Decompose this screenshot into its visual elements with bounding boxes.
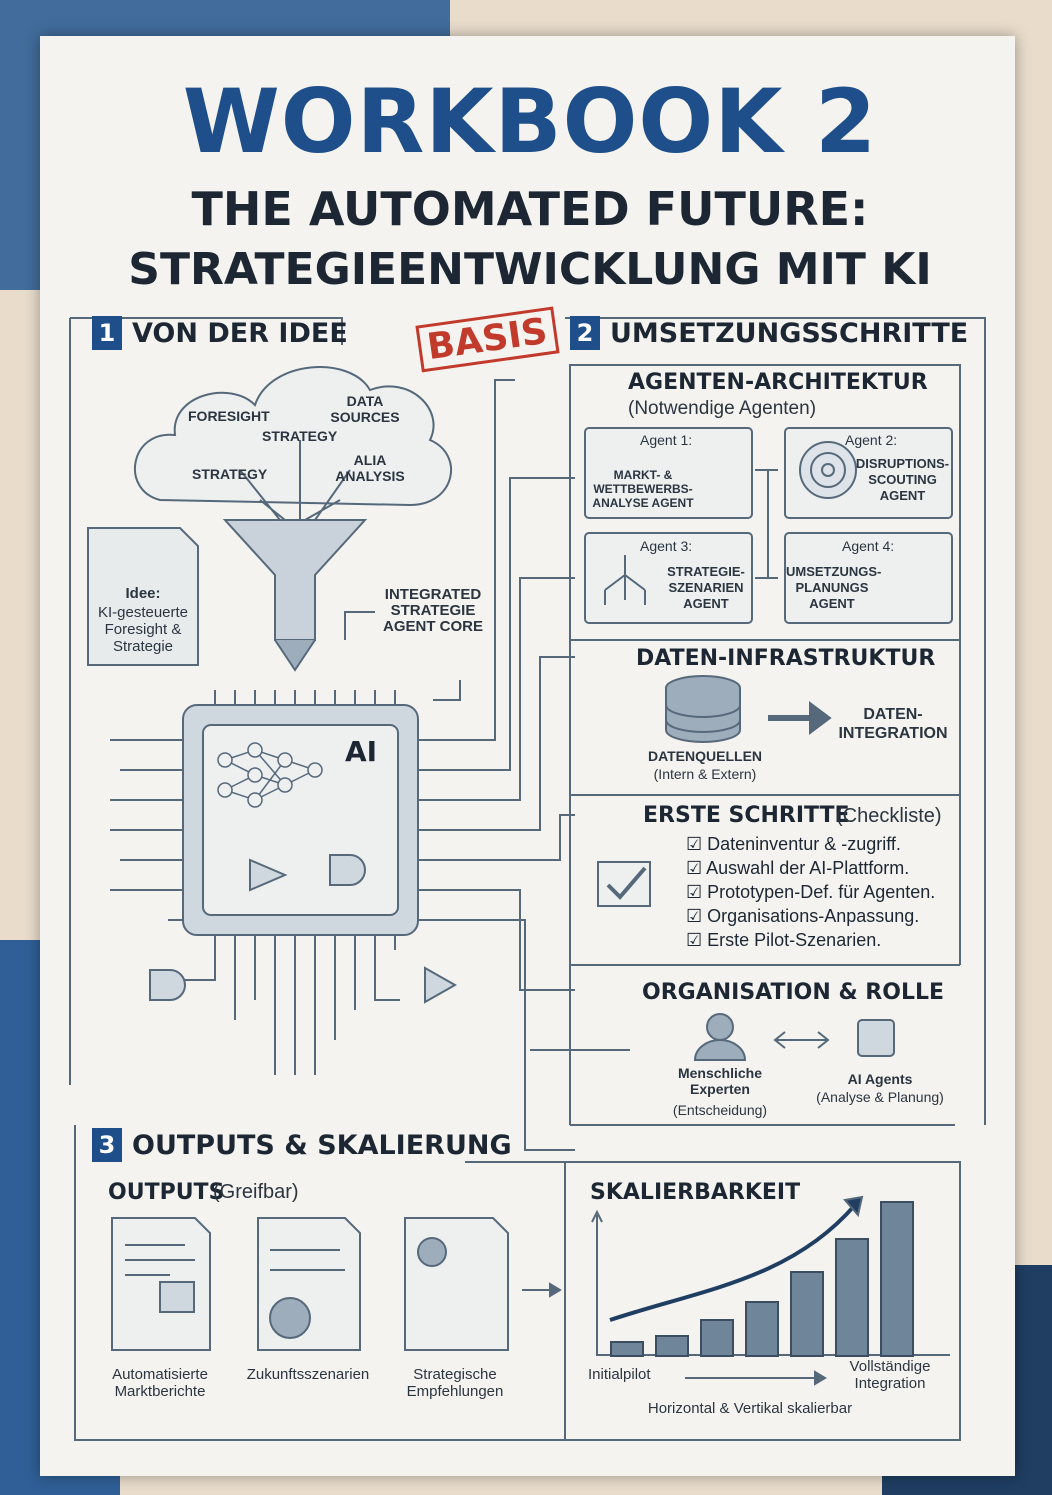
scale-caption: Horizontal & Vertikal skalierbar	[647, 1400, 853, 1417]
step-item-5: ☑ Erste Pilot-Szenarien.	[686, 930, 882, 950]
section-2-header	[570, 316, 968, 350]
idea-label: Idee:	[125, 585, 161, 602]
scale-bar	[745, 1301, 779, 1357]
agent-1-name: MARKT- & WETTBEWERBS-ANALYSE AGENT	[592, 468, 694, 510]
section-3-number: 3	[92, 1128, 122, 1162]
scale-start-label: Initialpilot	[588, 1366, 651, 1383]
step-item-1-text: Dateninventur & -zugriff.	[707, 834, 901, 854]
agent-3-name: STRATEGIE-SZENARIEN AGENT	[667, 564, 745, 611]
bidirectional-arrow	[775, 1032, 828, 1048]
step-item-2: ☑ Auswahl der AI-Plattform.	[686, 858, 910, 878]
ai-agents-label: AI Agents	[847, 1071, 913, 1087]
step-item-1: ☑ Dateninventur & -zugriff.	[686, 834, 901, 854]
section-1-number: 1	[92, 316, 122, 350]
agents-subtitle: (Notwendige Agenten)	[628, 398, 817, 419]
scale-title: SKALIERBARKEIT	[590, 1180, 801, 1205]
cloud-label-strategy: STRATEGY	[262, 428, 338, 444]
data-sources-label: DATENQUELLEN	[647, 748, 763, 764]
step-item-5-text: Erste Pilot-Szenarien.	[707, 930, 882, 950]
idea-text: KI-gesteuerte Foresight & Strategie	[97, 604, 189, 655]
ai-agents-sub: (Analyse & Planung)	[816, 1089, 944, 1105]
output-2-label: Zukunftsszenarien	[246, 1366, 370, 1383]
radar-icon	[800, 442, 856, 498]
section-2-title: UMSETZUNGSSCHRITTE	[610, 317, 969, 349]
chip-ai-label: AI	[345, 735, 378, 768]
step-item-3: ☑ Prototypen-Def. für Agenten.	[686, 882, 936, 902]
output-1-label: Automatisierte Marktberichte	[112, 1366, 208, 1400]
step-item-3-text: Prototypen-Def. für Agenten.	[707, 882, 936, 902]
humans-label: Menschliche Experten	[677, 1065, 763, 1097]
scale-bar	[790, 1271, 824, 1357]
humans-sub: (Entscheidung)	[672, 1102, 768, 1118]
section-1-header	[92, 316, 348, 350]
scale-bar	[655, 1335, 689, 1357]
data-integration-label: DATEN-INTEGRATION	[838, 706, 948, 742]
steps-subtitle: (Checkliste)	[836, 805, 942, 827]
outputs-title: OUTPUTS	[108, 1180, 225, 1205]
basis-stamp: BASIS	[415, 307, 559, 373]
agent-4-name: UMSETZUNGS-PLANUNGS AGENT	[786, 564, 882, 611]
section-2-number: 2	[570, 316, 600, 350]
outputs-subtitle: (Greifbar)	[213, 1181, 299, 1203]
recommendation-document-icon	[405, 1218, 508, 1350]
cloud-label-analysis: ALIA ANALYSIS	[335, 452, 405, 484]
title-line-1: WORKBOOK 2	[182, 70, 878, 173]
output-3-label: Strategische Empfehlungen	[406, 1366, 504, 1400]
cloud-label-data-sources: DATA SOURCES	[330, 393, 400, 425]
scale-bar	[610, 1341, 644, 1357]
data-sources-sub: (Intern & Extern)	[653, 766, 757, 782]
step-item-2-text: Auswahl der AI-Plattform.	[706, 858, 910, 878]
agent-4-tag: Agent 4:	[842, 538, 895, 554]
scale-bar	[700, 1319, 734, 1357]
steps-title: ERSTE SCHRITTE	[643, 803, 850, 828]
agent-3-tag: Agent 3:	[640, 538, 693, 554]
cloud-label-strategy-2: STRATEGY	[192, 466, 268, 482]
ai-agent-chip-icon	[858, 1020, 894, 1056]
section-3-header	[92, 1128, 512, 1162]
org-title: ORGANISATION & ROLLE	[642, 980, 945, 1005]
person-icon	[707, 1014, 733, 1040]
agent-1-tag: Agent 1:	[640, 432, 693, 448]
scale-end-label: Vollständige Integration	[849, 1358, 931, 1392]
core-label: INTEGRATED STRATEGIE AGENT CORE	[382, 586, 483, 635]
agent-2-tag: Agent 2:	[845, 432, 898, 448]
scale-bar	[835, 1238, 869, 1357]
agent-2-name: DISRUPTIONS-SCOUTING AGENT	[855, 456, 950, 503]
step-item-4: ☑ Organisations-Anpassung.	[686, 906, 920, 926]
cloud-label-foresight: FORESIGHT	[188, 408, 270, 424]
and-gate-icon	[330, 855, 365, 885]
section-3-title: OUTPUTS & SKALIERUNG	[132, 1129, 512, 1161]
scale-bar	[880, 1201, 914, 1357]
title-line-2: THE AUTOMATED FUTURE:	[191, 182, 869, 236]
data-infra-title: DATEN-INFRASTRUKTUR	[636, 646, 936, 671]
agents-title: AGENTEN-ARCHITEKTUR	[628, 370, 928, 395]
section-1-title: VON DER IDEE	[132, 317, 348, 349]
title-line-3: STRATEGIEENTWICKLUNG MIT KI	[128, 244, 932, 295]
step-item-4-text: Organisations-Anpassung.	[707, 906, 920, 926]
